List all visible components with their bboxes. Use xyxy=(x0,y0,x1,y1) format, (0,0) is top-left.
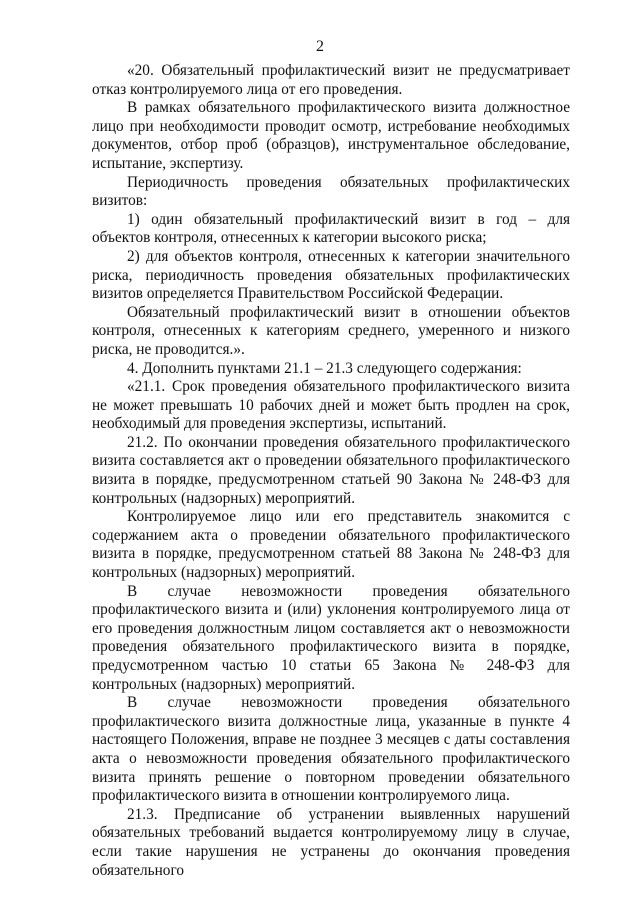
paragraph-20-intro: «20. Обязательный профилактический визит не предусматривает отказ контролируемого лица от его проведения. xyxy=(92,62,570,98)
paragraph-amendment-4: 4. Дополнить пунктами 21.1 – 21.3 следующего содержания: xyxy=(127,359,522,377)
paragraph-21-1: «21.1. Срок проведения обязательного профилактического визита не может превышать 10 рабочих дней и может быть продлен на срок, необходимый для проведения экспертизы, испытаний. xyxy=(92,378,570,433)
paragraph-no-visit-low-risk: Обязательный профилактический визит в отношении объектов контроля, отнесенных к категориям среднего, умеренного и низкого риска, не проводится.». xyxy=(92,303,570,358)
paragraph-repeat-visit: В случае невозможности проведения обязательного профилактического визита должностные лица, указанные в пункте 4 настоящего Положения, вправе не позднее 3 месяцев с даты составления акта о невозможности проведения обязательного профилактического визита принять решение о повторном проведении обязательного профилактического визита в отношении контролируемого лица. xyxy=(92,694,570,805)
document-body xyxy=(92,62,570,880)
paragraph-periodicity-heading: Периодичность проведения обязательных профилактических визитов: xyxy=(92,173,570,210)
page-number: 2 xyxy=(316,38,324,55)
paragraph-periodicity-item-1: 1) один обязательный профилактический визит в год – для объектов контроля, отнесенных к категории высокого риска; xyxy=(92,210,570,247)
paragraph-21-3: 21.3. Предписание об устранении выявленных нарушений обязательных требований выдается контролируемому лицу в случае, если такие нарушения не устранены до окончания проведения обязательного xyxy=(92,805,570,879)
paragraph-21-2: 21.2. По окончании проведения обязательного профилактического визита составляется акт о проведении обязательного профилактического визита в порядке, предусмотренном статьей 90 Закона № 248-ФЗ для контрольных (надзорных) мероприятий. xyxy=(92,433,570,507)
paragraph-act-familiarization: Контролируемое лицо или его представитель знакомится с содержанием акта о проведении обязательного профилактического визита в порядке, предусмотренном статьей 88 Закона № 248-ФЗ для контрольных (надзорных) мероприятий. xyxy=(92,508,570,582)
paragraph-visit-scope: В рамках обязательного профилактического визита должностное лицо при необходимости проводит осмотр, истребование необходимых документов, отбор проб (образцов), инструментальное обследование, испытание, экспертизу. xyxy=(92,99,570,172)
paragraph-impossibility-act: В случае невозможности проведения обязательного профилактического визита и (или) уклонения контролируемого лица от его проведения должностным лицом составляется акт о невозможности проведения обязательного профилактического визита в порядке, предусмотренном частью 10 статьи 65 Закона № 248-ФЗ для контрольных (надзорных) мероприятий. xyxy=(92,582,570,693)
paragraph-periodicity-item-2: 2) для объектов контроля, отнесенных к категории значительного риска, периодичность проведения обязательных профилактических визитов определяется Правительством Российской Федерации. xyxy=(92,247,570,303)
